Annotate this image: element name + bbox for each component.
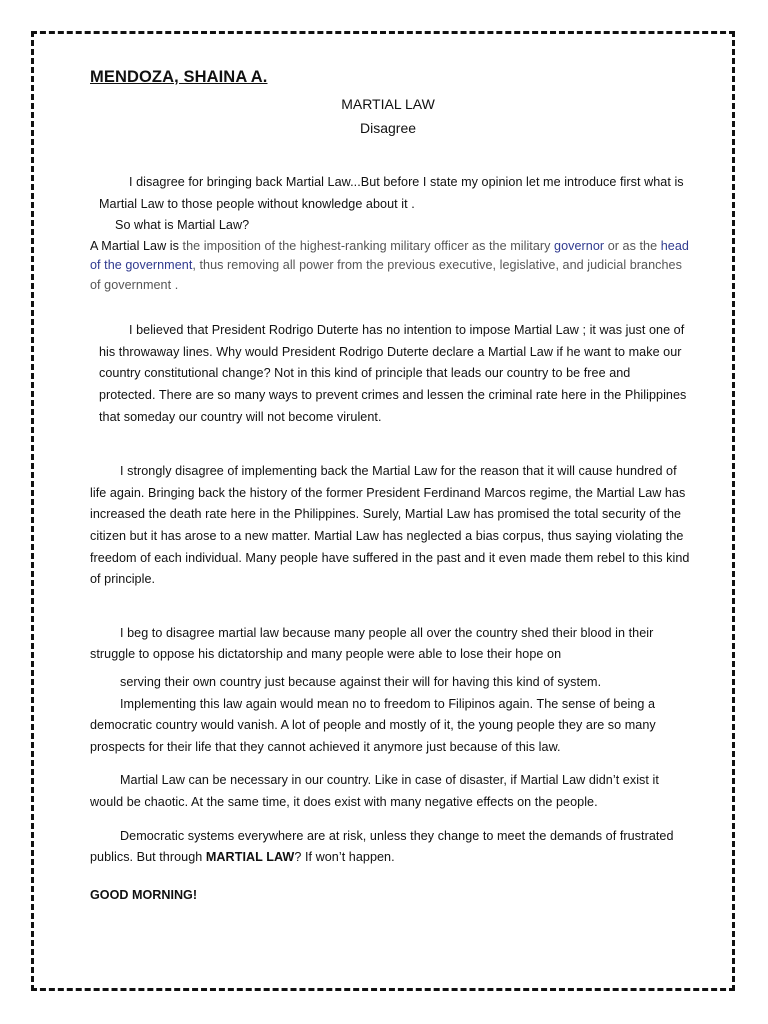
governor-link[interactable]: governor [554,238,605,253]
closing-greeting: GOOD MORNING! [90,887,198,902]
intro-paragraph: I disagree for bringing back Martial Law...But before I state my opinion let me introduce first what is Martial Law to those people without knowledge about it . [99,175,684,211]
head-of-government-link[interactable]: head of the government [90,238,689,273]
author-name: MENDOZA, SHAINA A. [90,68,268,86]
paragraph-freedom [90,623,690,759]
paragraph-freedom-part-1: I beg to disagree martial law because many people all over the country shed their blood in their struggle to oppose his dictatorship and many people were able to lose their hope on [90,625,654,662]
definition-text-1: the imposition of the highest-ranking military officer as the military [179,238,555,253]
intro-question: So what is Martial Law? [115,218,250,233]
paragraph-marcos: I strongly disagree of implementing back the Martial Law for the reason that it will cause hundred of life again. Bringing back the history of the former President Ferdinand Marcos regime, the Martial Law has increased the death rate here in the Philippines. Surely, Martial Law has promised the total security of the citizen but it has arose to a new matter. Martial Law has neglected a bias corpus, thus saying violating the freedom of each individual. Many people have suffered in the past and it even made them rebel to this kind of principle. [90,464,690,587]
definition-lead: A Martial Law is [90,238,179,253]
definition-text-2: or as the [604,238,661,253]
essay-stance: Disagree [359,120,417,136]
martial-law-emphasis: MARTIAL LAW [205,850,295,865]
paragraph-democratic-part-1: Democratic systems everywhere are at risk, unless they change to meet the demands of frustrated publics. But through [90,828,674,865]
paragraph-necessary: Martial Law can be necessary in our country. Like in case of disaster, if Martial Law didn’t exist it would be chaotic. At the same time, it does exist with many negative effects on the people. [90,773,659,809]
paragraph-duterte: I believed that President Rodrigo Duterte has no intention to impose Martial Law ; it was just one of his throwaway lines. Why would President Rodrigo Duterte declare a Martial Law if he want to make our country constitutional change? Not in this kind of principle that leads our country to be free and protected. There are so many ways to prevent crimes and lessen the criminal rate here in the Philippines that someday our country will not become virulent. [99,323,687,424]
essay-title: MARTIAL LAW [341,96,435,112]
paragraph-freedom-part-2: serving their own country just because against their will for having this kind of system. [120,675,602,689]
paragraph-democratic-part-3: ? If won’t happen. [294,850,395,865]
paragraph-democratic [90,826,690,869]
paragraph-freedom-part-3: Implementing this law again would mean no to freedom to Filipinos again. The sense of being a democratic country would vanish. A lot of people and mostly of it, the young people they are so many prospects for their life that they cannot achieved it anymore just because of this law. [90,696,656,754]
definition-paragraph [90,237,690,296]
essay [90,66,690,906]
definition-text-3: , thus removing all power from the previous executive, legislative, and judicial branches of government . [90,258,682,292]
